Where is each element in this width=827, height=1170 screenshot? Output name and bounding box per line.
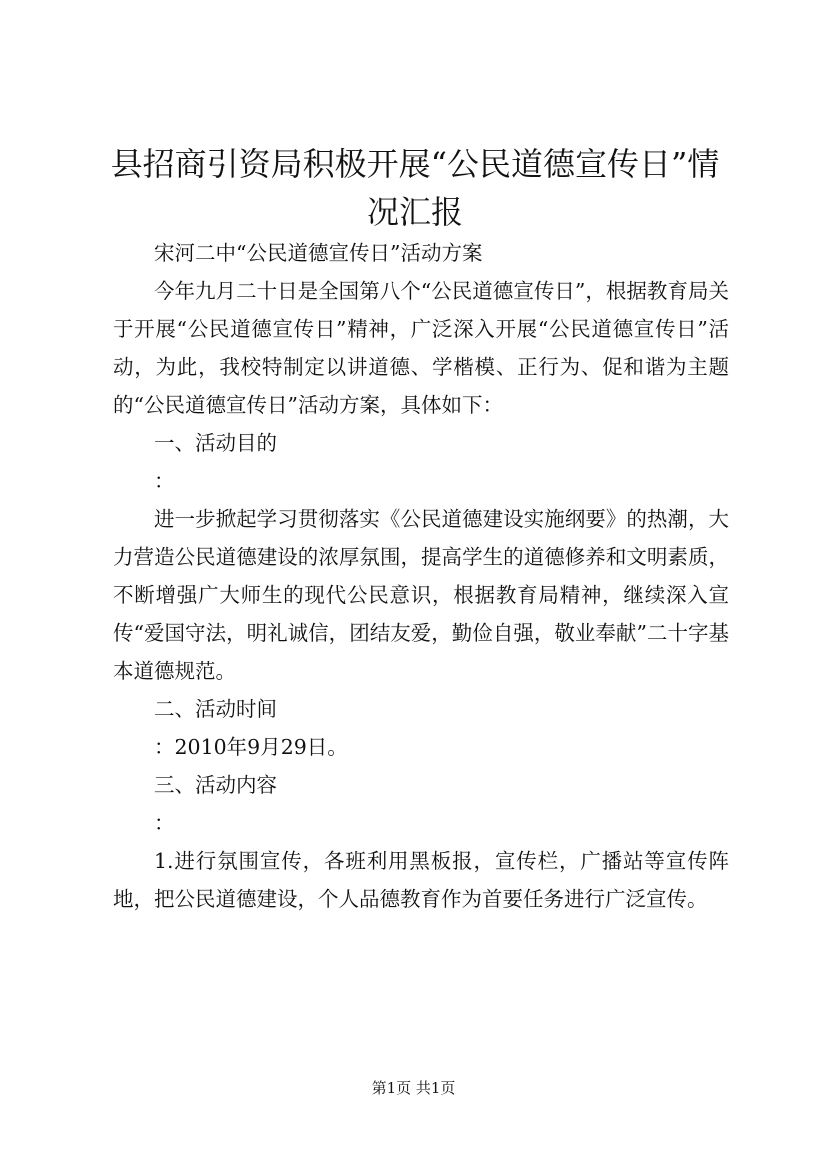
document-body — [113, 234, 729, 918]
content-item-1: 1.进行氛围宣传，各班利用黑板报，宣传栏，广播站等宣传阵地，把公民道德建设，个人品德教育作为首要任务进行广泛宣传。 — [113, 849, 729, 911]
section-heading-purpose: 一、活动目的 — [154, 431, 277, 455]
colon-line: ： — [154, 811, 175, 835]
time-line: ：2010年9月29日。 — [154, 735, 348, 759]
colon-line: ： — [154, 469, 175, 493]
page-footer: 第1页 共1页 — [371, 1079, 456, 1097]
purpose-paragraph: 进一步掀起学习贯彻落实《公民道德建设实施纲要》的热潮，大力营造公民道德建设的浓厚氛围，提高学生的道德修养和文明素质，不断增强广大师生的现代公民意识，根据教育局精神，继续深入宣传“爱国守法，明礼诚信，团结友爱，勤俭自强，敬业奉献”二十字基本道德规范。 — [113, 507, 729, 683]
document-title: 县招商引资局积极开展“公民道德宣传日”情况汇报 — [110, 145, 720, 231]
plan-heading: 宋河二中“公民道德宣传日”活动方案 — [154, 241, 483, 265]
intro-paragraph: 今年九月二十日是全国第八个“公民道德宣传日”，根据教育局关于开展“公民道德宣传日”精神，广泛深入开展“公民道德宣传日”活动，为此，我校特制定以讲道德、学楷模、正行为、促和谐为主题的“公民道德宣传日”活动方案，具体如下： — [113, 279, 729, 417]
section-heading-content: 三、活动内容 — [154, 773, 277, 797]
section-heading-time: 二、活动时间 — [154, 697, 277, 721]
